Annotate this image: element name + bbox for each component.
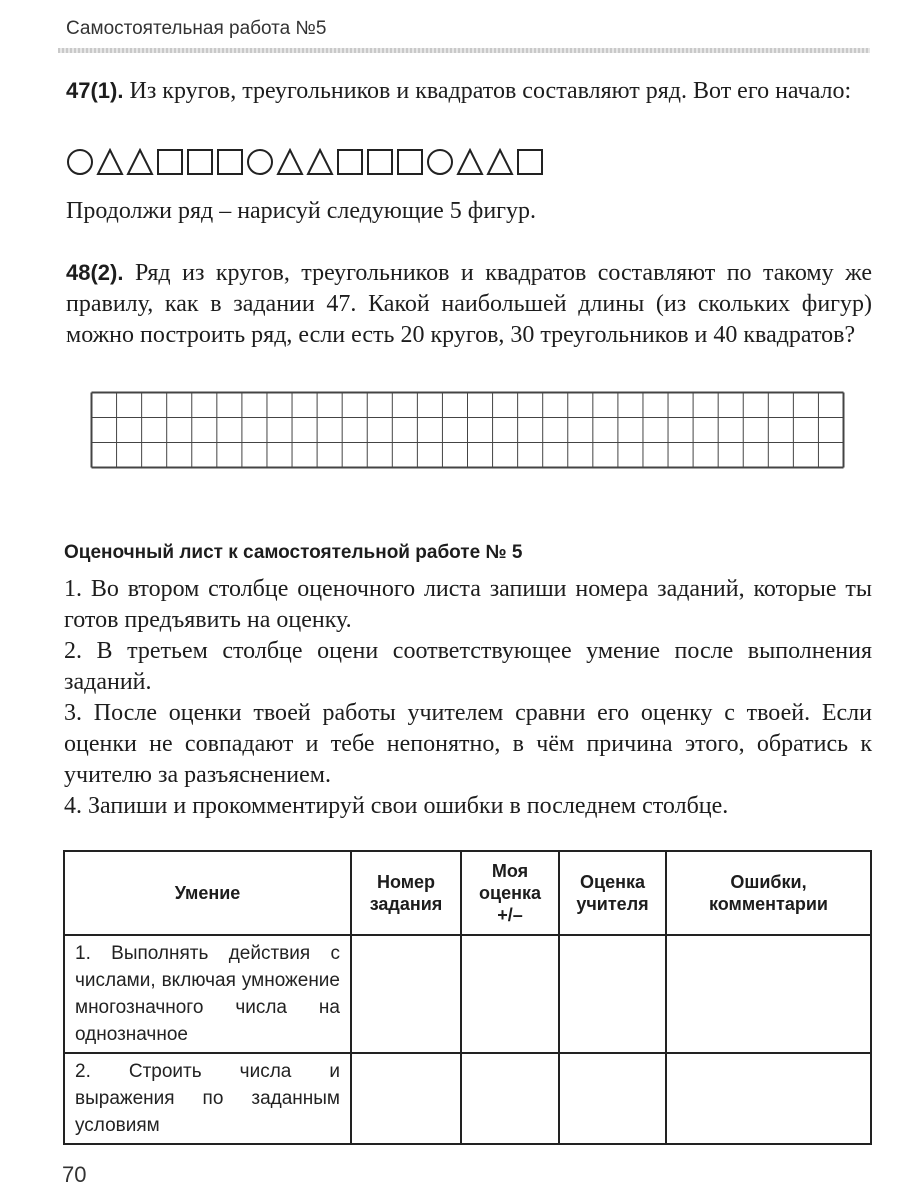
header-teacher-grade: Оценка учителя	[559, 851, 666, 935]
square-shape-icon	[396, 148, 424, 176]
triangle-shape-icon	[276, 148, 304, 176]
task-47-statement	[66, 76, 872, 106]
triangle-shape-icon	[96, 148, 124, 176]
square-shape-icon	[156, 148, 184, 176]
table-row	[64, 935, 871, 1053]
evaluation-sheet-title: Оценочный лист к самостоятельной работе № 5	[64, 542, 523, 563]
evaluation-table	[63, 850, 872, 1145]
header-task-number: Номер задания	[351, 851, 461, 935]
task-48-text: Ряд из кругов, треугольников и квадратов составляют по такому же правилу, как в задании 47. Какой наибольшей длины (из скольких фигур) можно построить ряд, если есть 20 кругов, 30 треугольников и 40 квадратов?	[66, 260, 872, 348]
task-number-cell[interactable]	[351, 935, 461, 1053]
header-my-grade: Моя оценка +/–	[461, 851, 559, 935]
skill-cell: 1. Выполнять действия с числами, включая умножение многозначного числа на однозначное	[64, 935, 351, 1053]
task-number-cell[interactable]	[351, 1053, 461, 1144]
my-grade-cell[interactable]	[461, 1053, 559, 1144]
my-grade-cell[interactable]	[461, 935, 559, 1053]
teacher-grade-cell[interactable]	[559, 935, 666, 1053]
square-shape-icon	[216, 148, 244, 176]
triangle-shape-icon	[306, 148, 334, 176]
teacher-grade-cell[interactable]	[559, 1053, 666, 1144]
errors-comments-cell[interactable]	[666, 1053, 871, 1144]
answer-grid[interactable]	[90, 391, 845, 469]
instruction-item: 2. В третьем столбце оцени соответствующее умение после выполнения заданий.	[64, 638, 872, 695]
triangle-shape-icon	[126, 148, 154, 176]
page-number: 70	[62, 1162, 87, 1187]
task-48-number: 48(2).	[66, 260, 124, 285]
square-shape-icon	[186, 148, 214, 176]
instruction-item: 1. Во втором столбце оценочного листа запиши номера заданий, которые ты готов предъявить на оценку.	[64, 576, 872, 633]
task-48-statement	[66, 257, 872, 351]
table-header-row	[64, 851, 871, 935]
square-shape-icon	[336, 148, 364, 176]
page-header-title: Самостоятельная работа №5	[66, 18, 327, 39]
triangle-shape-icon	[456, 148, 484, 176]
table-row	[64, 1053, 871, 1144]
task-47-continue-text: Продолжи ряд – нарисуй следующие 5 фигур.	[66, 198, 537, 224]
triangle-shape-icon	[486, 148, 514, 176]
skill-cell: 2. Строить числа и выражения по заданным условиям	[64, 1053, 351, 1144]
square-shape-icon	[516, 148, 544, 176]
header-rule	[58, 48, 870, 53]
task-47-number: 47(1).	[66, 78, 124, 103]
task-47-text: Из кругов, треугольников и квадратов составляют ряд. Вот его начало:	[129, 78, 852, 104]
header-errors-comments: Ошибки, комментарии	[666, 851, 871, 935]
errors-comments-cell[interactable]	[666, 935, 871, 1053]
instruction-item: 3. После оценки твоей работы учителем сравни его оценку с твоей. Если оценки не совпадают и тебе непонятно, в чём причина этого, обратись к учителю за разъяснением.	[64, 700, 872, 788]
evaluation-instructions	[64, 574, 872, 822]
circle-shape-icon	[426, 148, 454, 176]
instruction-item: 4. Запиши и прокомментируй свои ошибки в последнем столбце.	[64, 793, 729, 819]
square-shape-icon	[366, 148, 394, 176]
shape-sequence	[66, 148, 546, 176]
circle-shape-icon	[246, 148, 274, 176]
circle-shape-icon	[66, 148, 94, 176]
header-skill: Умение	[64, 851, 351, 935]
